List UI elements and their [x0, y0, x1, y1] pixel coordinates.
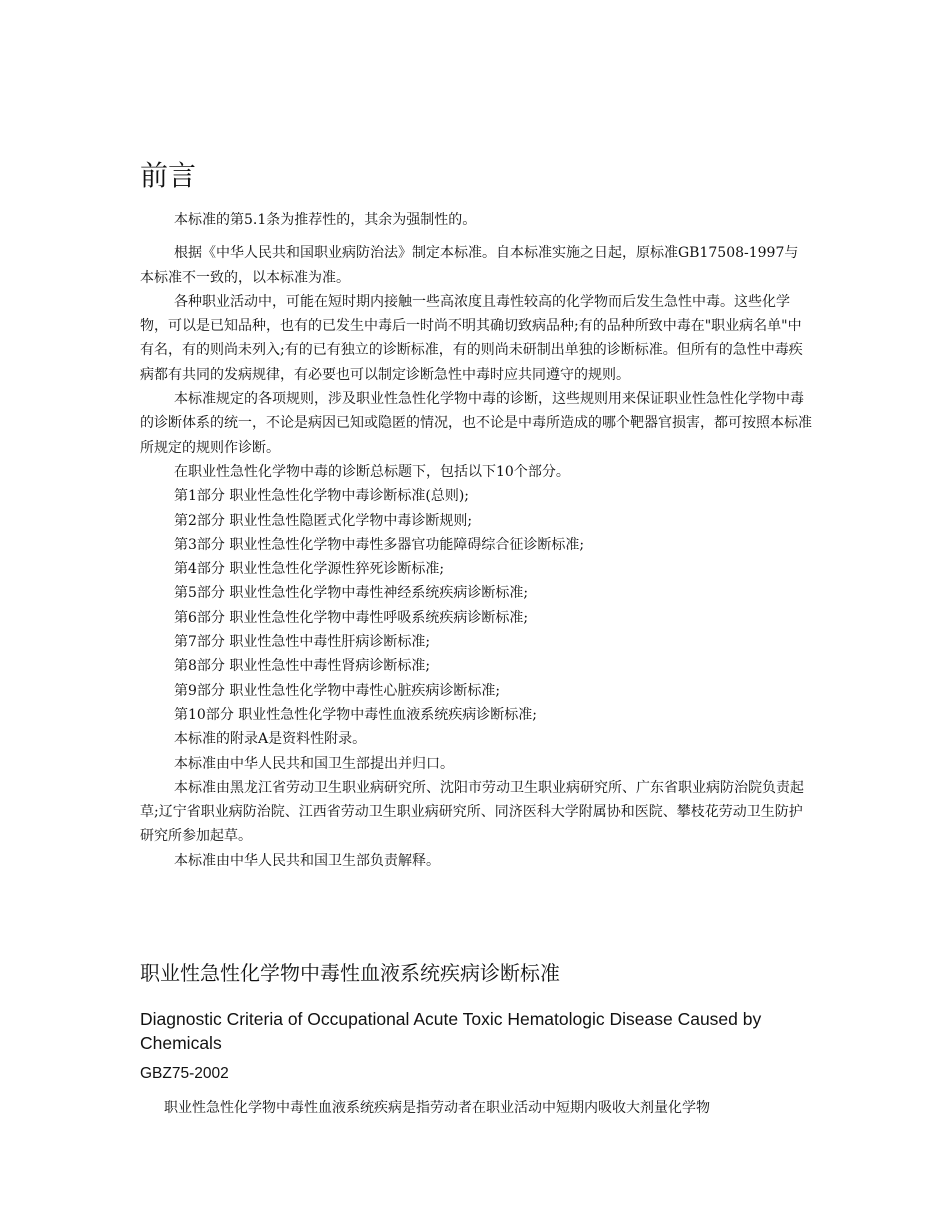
standard-title-en: Diagnostic Criteria of Occupational Acute Toxic Hematologic Disease Caused by Chemicals	[140, 1009, 762, 1053]
preface-title: 前言	[140, 159, 197, 192]
standard-intro-line: 职业性急性化学物中毒性血液系统疾病是指劳动者在职业活动中短期内吸收大剂量化学物	[164, 1100, 710, 1116]
part-list-item: 第1部分 职业性急性化学物中毒诊断标准(总则);	[174, 488, 469, 505]
part-list-item: 第10部分 职业性急性化学物中毒性血液系统疾病诊断标准;	[174, 706, 537, 723]
part-list-item: 第3部分 职业性急性化学物中毒性多器官功能障碍综合征诊断标准;	[174, 536, 585, 553]
part-list-item: 第7部分 职业性急性中毒性肝病诊断标准;	[174, 634, 431, 651]
closing-paragraph: 本标准由中华人民共和国卫生部负责解释。	[174, 852, 440, 869]
preface-paragraph: 各种职业活动中，可能在短时期内接触一些高浓度且毒性较高的化学物而后发生急性中毒。这些化学物，可以是已知品种，也有的已发生中毒后一时尚不明其确切致病品种;有的品种所致中毒在"职业病名单"中有名，有的则尚未列入;有的已有独立的诊断标准，有的则尚未研制出单独的诊断标准。但所有的急性中毒疾病都有共同的发病规律，有必要也可以制定诊断急性中毒时应共同遵守的规则。	[140, 293, 803, 383]
part-list-item: 第5部分 职业性急性化学物中毒性神经系统疾病诊断标准;	[174, 585, 529, 602]
part-list-item: 第4部分 职业性急性化学源性猝死诊断标准;	[174, 561, 445, 578]
part-list-item: 第8部分 职业性急性中毒性肾病诊断标准;	[174, 658, 431, 675]
preface-body	[140, 208, 812, 873]
standard-title-cn: 职业性急性化学物中毒性血液系统疾病诊断标准	[140, 961, 560, 985]
closing-paragraph: 本标准的附录A是资料性附录。	[174, 731, 367, 748]
part-list-item: 第6部分 职业性急性化学物中毒性呼吸系统疾病诊断标准;	[174, 609, 529, 626]
preface-paragraph: 本标准规定的各项规则，涉及职业性急性化学物中毒的诊断，这些规则用来保证职业性急性化学物中毒的诊断体系的统一，不论是病因已知或隐匿的情况，也不论是中毒所造成的哪个靶器官损害，都可按照本标准所规定的规则作诊断。	[140, 391, 812, 456]
preface-paragraph: 本标准的第5.1条为推荐性的，其余为强制性的。	[174, 212, 477, 228]
standard-code: GBZ75-2002	[140, 1065, 229, 1082]
preface-paragraph: 在职业性急性化学物中毒的诊断总标题下，包括以下10个部分。	[174, 463, 570, 480]
closing-paragraph: 本标准由黑龙江省劳动卫生职业病研究所、沈阳市劳动卫生职业病研究所、广东省职业病防治院负责起草;辽宁省职业病防治院、江西省劳动卫生职业病研究所、同济医科大学附属协和医院、攀枝花劳动卫生防护研究所参加起草。	[140, 779, 804, 845]
closing-paragraph: 本标准由中华人民共和国卫生部提出并归口。	[174, 755, 454, 772]
preface-paragraph: 根据《中华人民共和国职业病防治法》制定本标准。自本标准实施之日起，原标准GB17508-1997与本标准不一致的，以本标准为准。	[140, 245, 799, 286]
part-list-item: 第9部分 职业性急性化学物中毒性心脏疾病诊断标准;	[174, 682, 501, 699]
part-list-item: 第2部分 职业性急性隐匿式化学物中毒诊断规则;	[174, 512, 473, 529]
